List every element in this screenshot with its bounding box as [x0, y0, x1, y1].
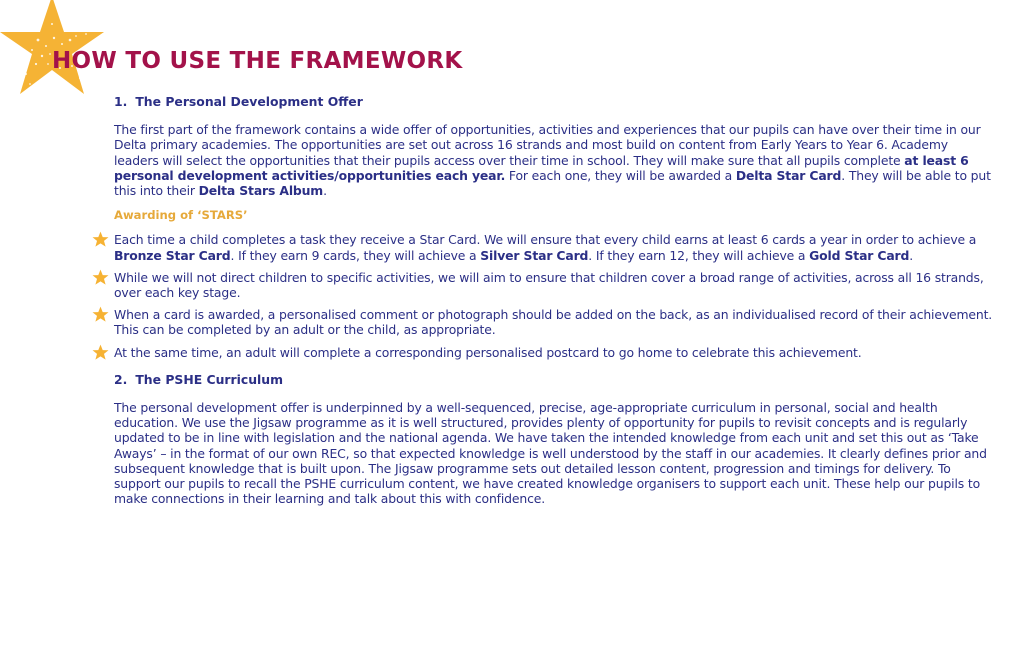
section-title: The PSHE Curriculum	[135, 371, 284, 387]
pshe-curriculum-paragraph: The personal development offer is underpinned by a well-sequenced, precise, age-appropriate curriculum in personal, social and health education. We use the Jigsaw programme as it is well structured, provides plenty of opportunity for pupils to revisit concepts and is regularly updated to be in line with legislation and the national agenda. We have taken the intended knowledge from each unit and set this out as ‘Take Aways’ – in the format of our own REC, so that expected knowledge is well understood by the staff in our academies. It clearly defines prior and subsequent knowledge that is built upon. The Jigsaw programme sets out detailed lesson content, progression and timings for delivery. To support our pupils to recall the PSHE curriculum content, we have created knowledge organisers to support each unit. These help our pupils to make connections in their learning and talk about this with confidence.	[114, 400, 987, 507]
star-bullet-icon	[92, 306, 109, 323]
paragraph-bold-text: Delta Star Card	[735, 167, 842, 183]
list-item-bold-text: Silver Star Card	[480, 247, 589, 263]
page-title: HOW TO USE THE FRAMEWORK	[52, 48, 463, 74]
star-bullet-icon	[92, 231, 109, 248]
paragraph-text: For each one, they will be awarded a	[505, 167, 736, 183]
list-item	[114, 307, 994, 337]
list-item-bold-text: Gold Star Card	[809, 247, 910, 263]
list-item-bold-text: Bronze Star Card	[114, 247, 231, 263]
star-bullet-list	[114, 232, 994, 359]
paragraph-text: The first part of the framework contains a wide offer of opportunities, activities and experiences that our pupils can have over their time in our Delta primary academies. The opportunities are set out across 16 strands and most build on content from Early Years to Year 6. Academy leaders will select the opportunities that their pupils access over their time in school. They will make sure that all pupils complete	[114, 122, 981, 168]
list-item-text: When a card is awarded, a personalised comment or photograph should be added on the back, as an individualised record of their achievement. This can be completed by an adult or the child, as appropriate.	[114, 307, 993, 338]
awarding-stars-subheading: Awarding of ‘STARS’	[114, 208, 248, 223]
paragraph-text: . They will be able to put this into their	[114, 167, 991, 199]
paragraph-text: .	[323, 183, 327, 199]
list-item-text: . If they earn 12, they will achieve a	[588, 247, 810, 263]
document-body	[114, 94, 994, 506]
section-title: The Personal Development Offer	[135, 94, 363, 109]
section-heading-personal-development	[114, 94, 994, 109]
list-item-text: .	[909, 247, 914, 263]
list-item	[114, 345, 994, 360]
list-item-text: . If they earn 9 cards, they will achieve a	[230, 247, 481, 263]
star-bullet-icon	[92, 344, 109, 361]
paragraph-bold-text: Delta Stars Album	[198, 183, 324, 199]
personal-development-paragraph	[114, 122, 994, 198]
list-item-text: At the same time, an adult will complete a corresponding personalised postcard to go home to celebrate this achievement.	[114, 344, 862, 360]
list-item	[114, 232, 994, 262]
section-number: 1.	[114, 94, 128, 109]
list-item-text: While we will not direct children to specific activities, we will aim to ensure that children cover a broad range of activities, across all 16 strands, over each key stage.	[114, 269, 984, 301]
star-bullet-icon	[92, 269, 109, 286]
list-item-text: Each time a child completes a task they receive a Star Card. We will ensure that every child earns at least 6 cards a year in order to achieve a	[114, 232, 977, 248]
section-number: 2.	[114, 371, 128, 387]
list-item	[114, 270, 994, 300]
paragraph-bold-text: at least 6 personal development activities/opportunities each year.	[114, 152, 969, 183]
section-heading-pshe-curriculum	[114, 372, 994, 387]
